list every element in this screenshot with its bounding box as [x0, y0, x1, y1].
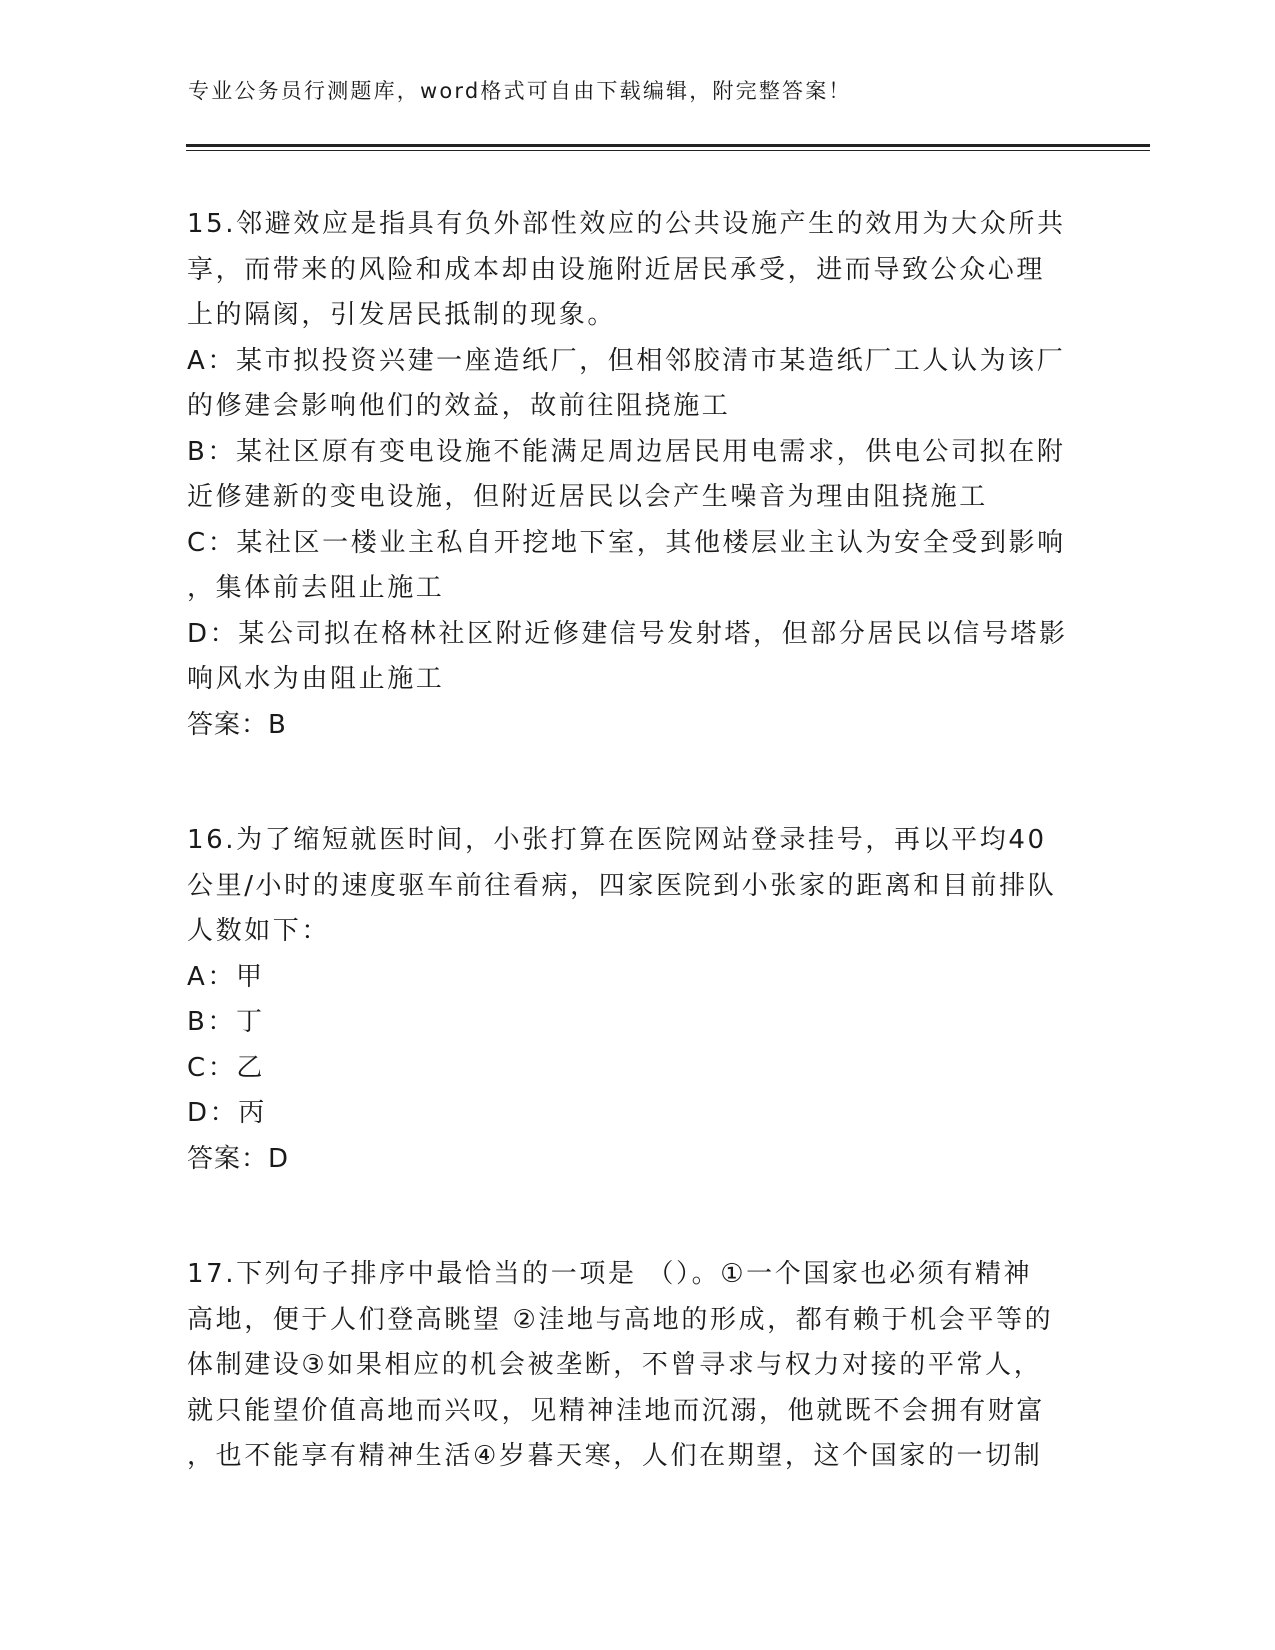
option-a: A：甲 [187, 961, 265, 992]
question-text-line: 16.为了缩短就医时间，小张打算在医院网站登录挂号，再以平均40 [187, 825, 1047, 855]
question-text-line: 高地，便于人们登高眺望 ②洼地与高地的形成，都有赖于机会平等的 [187, 1304, 1054, 1335]
option-c: C：某社区一楼业主私自开挖地下室，其他楼层业主认为安全受到影响 [187, 527, 1066, 558]
option-b: B：某社区原有变电设施不能满足周边居民用电需求，供电公司拟在附 [187, 436, 1066, 467]
question-16 [187, 818, 1087, 1182]
answer-label: 答案：B [187, 709, 287, 740]
question-15 [187, 202, 1087, 748]
question-text-line: 15.邻避效应是指具有负外部性效应的公共设施产生的效用为大众所共 [187, 209, 1066, 239]
option-d: D：某公司拟在格林社区附近修建信号发射塔，但部分居民以信号塔影 [187, 618, 1068, 649]
option-c-cont: ，集体前去阻止施工 [187, 573, 445, 603]
header-divider-thin [186, 150, 1150, 151]
question-text-line: 体制建设③如果相应的机会被垄断，不曾寻求与权力对接的平常人， [187, 1350, 1043, 1380]
option-d: D：丙 [187, 1098, 267, 1128]
question-text-line: 上的隔阂，引发居民抵制的现象。 [187, 300, 617, 330]
option-b-cont: 近修建新的变电设施，但附近居民以会产生噪音为理由阻挠施工 [187, 482, 988, 512]
question-text-line: 17.下列句子排序中最恰当的一项是 （）。①一个国家也必须有精神 [187, 1259, 1033, 1289]
header-divider [186, 144, 1150, 147]
question-text-line: 人数如下： [187, 916, 331, 946]
option-d-cont: 响风水为由阻止施工 [187, 664, 445, 694]
question-text-line: 就只能望价值高地而兴叹，见精神洼地而沉溺，他就既不会拥有财富 [187, 1395, 1046, 1426]
question-text-line: 公里/小时的速度驱车前往看病，四家医院到小张家的距离和目前排队 [187, 870, 1057, 901]
question-text-line: ，也不能享有精神生活④岁暮天寒，人们在期望，这个国家的一切制 [187, 1441, 1043, 1471]
question-text-line: 享，而带来的风险和成本却由设施附近居民承受，进而导致公众心理 [187, 254, 1046, 285]
answer-label: 答案：D [187, 1143, 290, 1174]
question-list [187, 202, 1087, 1550]
option-a-cont: 的修建会影响他们的效益，故前往阻挠施工 [187, 391, 731, 421]
option-b: B：丁 [187, 1007, 265, 1037]
option-a: A：某市拟投资兴建一座造纸厂，但相邻胶清市某造纸厂工人认为该厂 [187, 345, 1066, 376]
option-c: C：乙 [187, 1052, 265, 1083]
question-17 [187, 1252, 1087, 1480]
page-header-text: 专业公务员行测题库，word格式可自由下载编辑，附完整答案！ [188, 79, 852, 103]
